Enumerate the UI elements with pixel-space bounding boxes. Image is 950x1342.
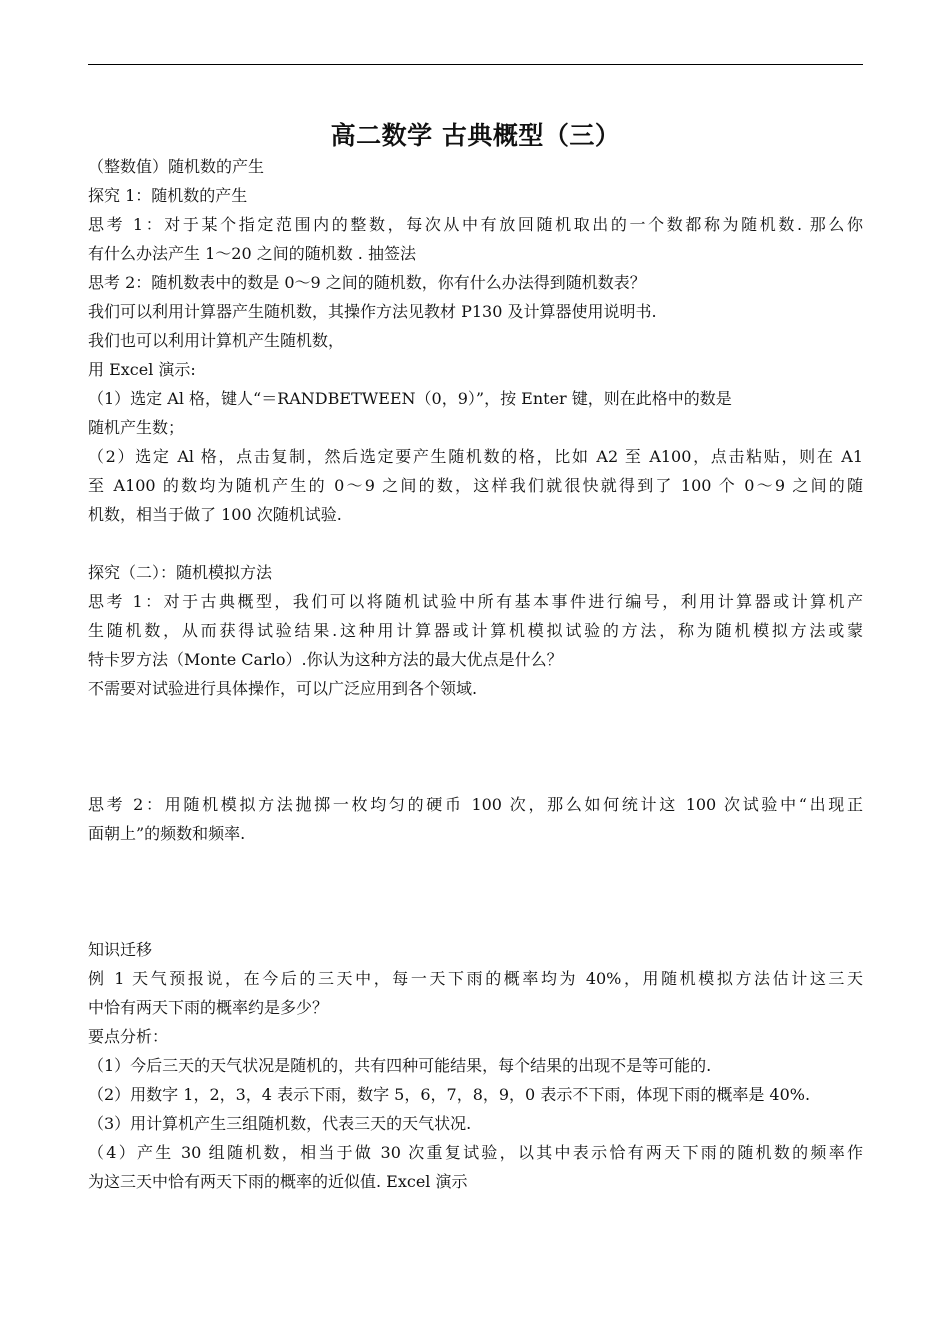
analysis-point1: （1）今后三天的天气状况是随机的，共有四种可能结果，每个结果的出现不是等可能的. bbox=[88, 1056, 712, 1075]
section2-think1-line3: 特卡罗方法（Monte Carlo）.你认为这种方法的最大优点是什么？ bbox=[88, 650, 563, 669]
section2-think1-line2: 生随机数，从而获得试验结果.这种用计算器或计算机模拟试验的方法，称为随机模拟方法或蒙 bbox=[88, 621, 863, 640]
think1-line1: 思考 1：对于某个指定范围内的整数，每次从中有放回随机取出的一个数都称为随机数. 那么你 bbox=[88, 215, 863, 234]
analysis-point4-line1: （4）产生 30 组随机数，相当于做 30 次重复试验，以其中表示恰有两天下雨的随机数的频率作 bbox=[88, 1143, 863, 1162]
analysis-heading: 要点分析： bbox=[88, 1027, 169, 1046]
calculator-line: 我们可以利用计算器产生随机数，其操作方法见教材 P130 及计算器使用说明书. bbox=[88, 302, 657, 321]
header-rule bbox=[88, 64, 863, 65]
think1-line2: 有什么办法产生 1～20 之间的随机数 . 抽签法 bbox=[88, 244, 416, 263]
document-title: 高二数学 古典概型（三） bbox=[330, 121, 621, 150]
analysis-point3: （3）用计算机产生三组随机数，代表三天的天气状况. bbox=[88, 1114, 472, 1133]
blank-space bbox=[88, 703, 863, 790]
think2-line: 思考 2：随机数表中的数是 0～9 之间的随机数，你有什么办法得到随机数表？ bbox=[88, 273, 646, 292]
step1-line2: 随机产生数； bbox=[88, 418, 185, 437]
knowledge-transfer-heading: 知识迁移 bbox=[88, 940, 153, 959]
paragraph-gap bbox=[88, 529, 863, 558]
blank-space bbox=[88, 848, 863, 935]
excel-demo-line: 用 Excel 演示: bbox=[88, 360, 196, 379]
example1-line2: 中恰有两天下雨的概率约是多少？ bbox=[88, 998, 329, 1017]
computer-line: 我们也可以利用计算机产生随机数， bbox=[88, 331, 345, 350]
explore2-heading: 探究（二）：随机模拟方法 bbox=[88, 563, 273, 582]
example1-line1: 例 1 天气预报说，在今后的三天中，每一天下雨的概率均为 40%，用随机模拟方法估计这三天 bbox=[88, 969, 863, 988]
step1-line1: （1）选定 Al 格，键人“＝RANDBETWEEN（0，9）”，按 Enter 键，则在此格中的数是 bbox=[88, 389, 732, 408]
step2-line3: 机数，相当于做了 100 次随机试验. bbox=[88, 505, 342, 524]
analysis-point2: （2）用数字 1，2，3，4 表示下雨，数字 5，6，7，8，9，0 表示不下雨，体现下雨的概率是 40%. bbox=[88, 1085, 811, 1104]
section2-answer1: 不需要对试验进行具体操作，可以广泛应用到各个领域. bbox=[88, 679, 478, 698]
section2-think2-line1: 思考 2：用随机模拟方法抛掷一枚均匀的硬币 100 次，那么如何统计这 100 次试验中“出现正 bbox=[88, 795, 863, 814]
section2-think1-line1: 思考 1：对于古典概型，我们可以将随机试验中所有基本事件进行编号，利用计算器或计算机产 bbox=[88, 592, 863, 611]
explore1-heading: 探究 1：随机数的产生 bbox=[88, 186, 248, 205]
analysis-point4-line2: 为这三天中恰有两天下雨的概率的近似值. Excel 演示 bbox=[88, 1172, 468, 1191]
step2-line2: 至 A100 的数均为随机产生的 0～9 之间的数，这样我们就很快就得到了 100 个 0～9 之间的随 bbox=[88, 476, 863, 495]
section2-think2-line2: 面朝上”的频数和频率. bbox=[88, 824, 246, 843]
step2-line1: （2）选定 Al 格，点击复制，然后选定要产生随机数的格，比如 A2 至 A100，点击粘贴，则在 A1 bbox=[88, 447, 863, 466]
subtitle-line: （整数值）随机数的产生 bbox=[88, 157, 265, 176]
document-body bbox=[88, 152, 863, 1196]
